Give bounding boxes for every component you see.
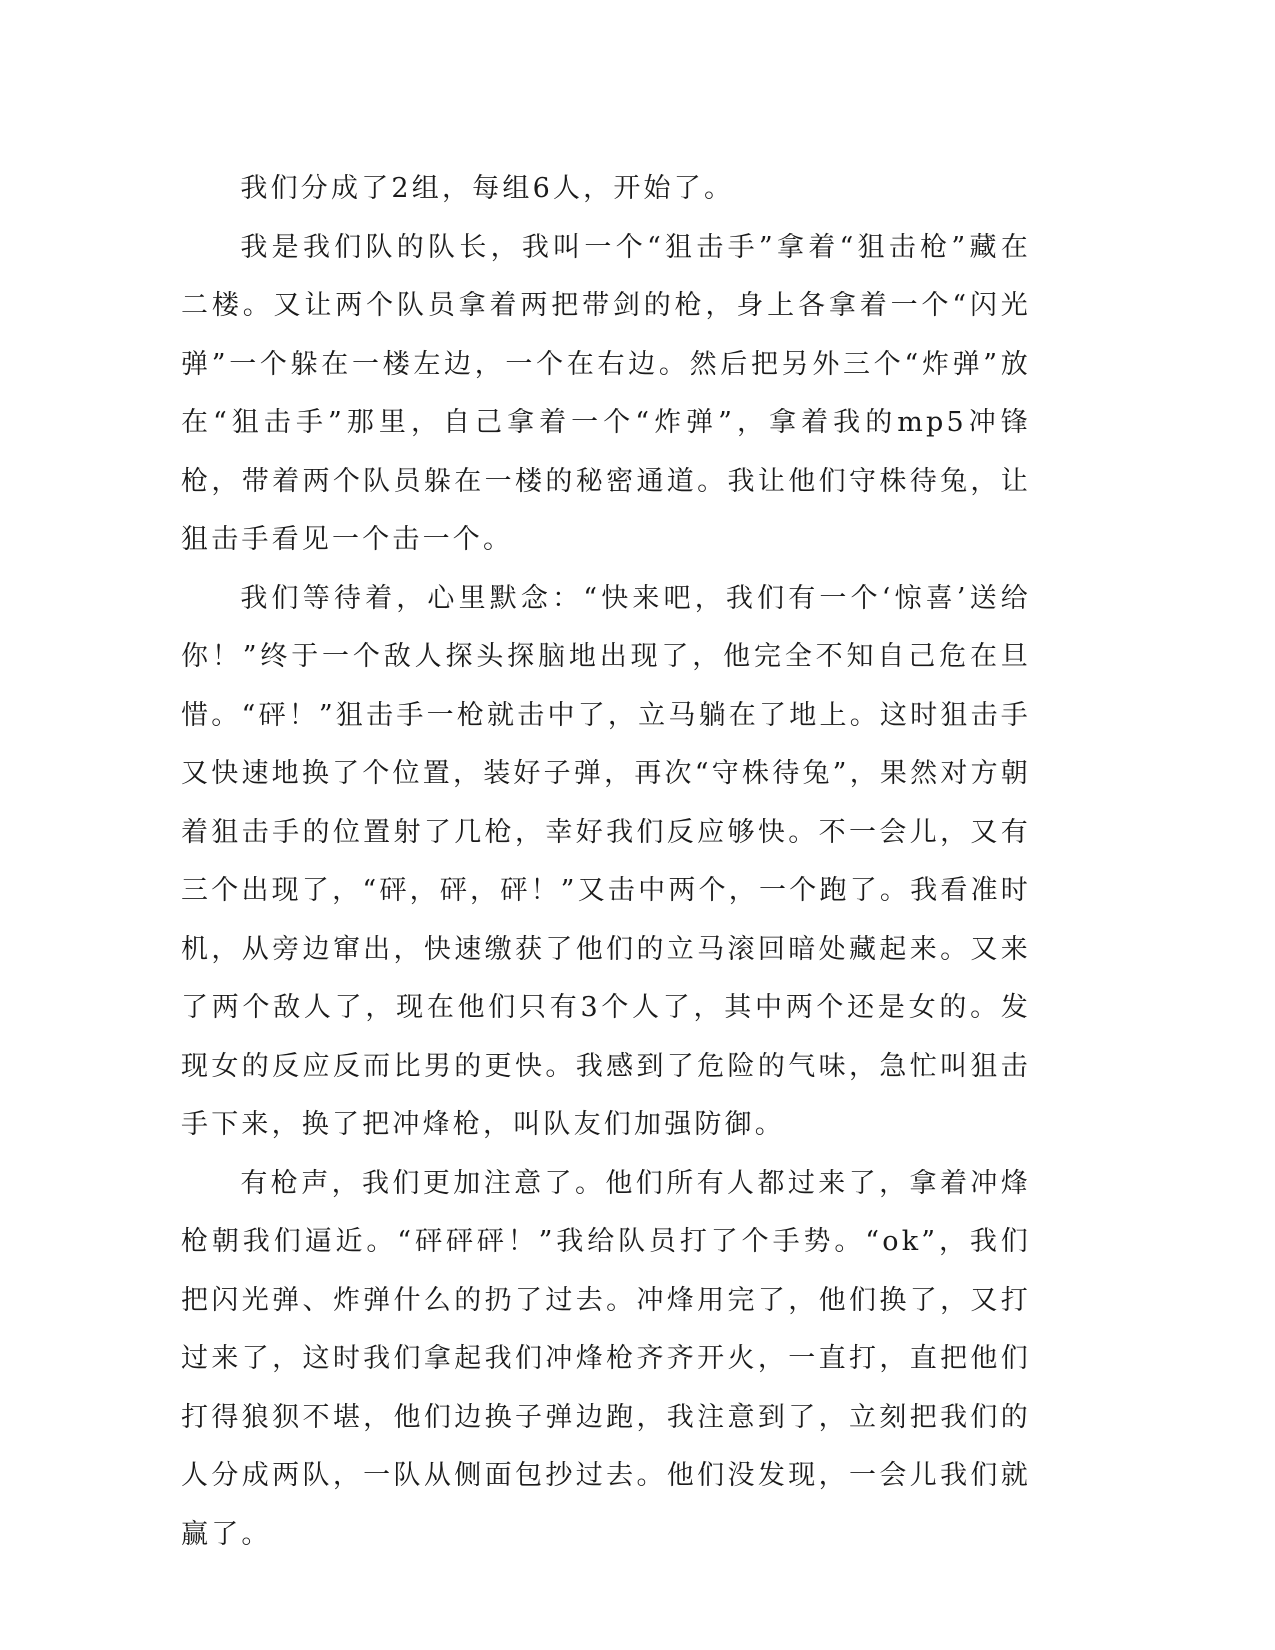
paragraph-4: 有枪声，我们更加注意了。他们所有人都过来了，拿着冲烽枪朝我们逼近。“砰砰砰！”我给队员打了个手势。“ok”，我们把闪光弹、炸弹什么的扔了过去。冲烽用完了，他们换了，又打过来了，这时我们拿起我们冲烽枪齐齐开火，一直打，直把他们打得狼狈不堪，他们边换子弹边跑，我注意到了，立刻把我们的人分成两队，一队从侧面包抄过去。他们没发现，一会儿我们就赢了。 [181, 1167, 1031, 1550]
paragraph-3: 我们等待着，心里默念：“快来吧，我们有一个‘惊喜’送给你！”终于一个敌人探头探脑地出现了，他完全不知自己危在旦惜。“砰！”狙击手一枪就击中了，立马躺在了地上。这时狙击手又快速地换了个位置，装好子弹，再次“守株待兔”，果然对方朝着狙击手的位置射了几枪，幸好我们反应够快。不一会儿，又有三个出现了，“砰，砰，砰！”又击中两个，一个跑了。我看准时机，从旁边窜出，快速缴获了他们的立马滚回暗处藏起来。又来了两个敌人了，现在他们只有3个人了，其中两个还是女的。发现女的反应反而比男的更快。我感到了危险的气味，急忙叫狙击手下来，换了把冲烽枪，叫队友们加强防御。 [181, 582, 1031, 1140]
paragraph-1: 我们分成了2组，每组6人，开始了。 [240, 173, 735, 204]
document-body [181, 160, 1031, 1564]
paragraph-2: 我是我们队的队长，我叫一个“狙击手”拿着“狙击枪”藏在二楼。又让两个队员拿着两把带剑的枪，身上各拿着一个“闪光弹”一个躲在一楼左边，一个在右边。然后把另外三个“炸弹”放在“狙击手”那里，自己拿着一个“炸弹”，拿着我的mp5冲锋枪，带着两个队员躲在一楼的秘密通道。我让他们守株待兔，让狙击手看见一个击一个。 [181, 231, 1031, 555]
